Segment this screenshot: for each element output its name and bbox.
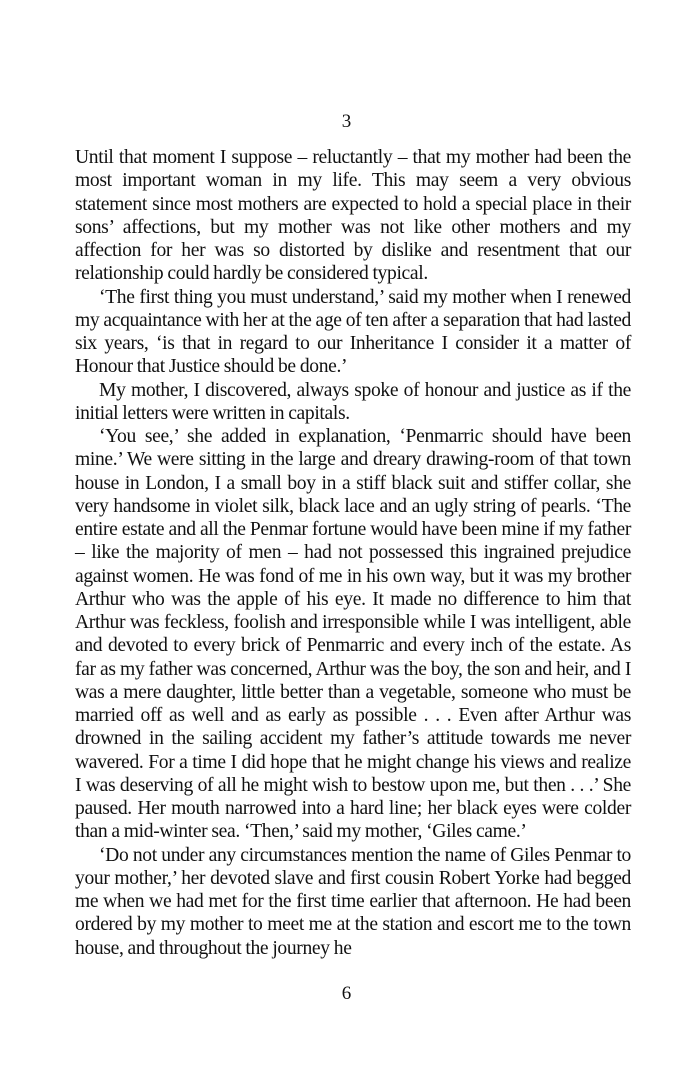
paragraph-2: ‘The first thing you must understand,’ said my mother when I renewed my acquaintance with her at the age of ten after a separation that had lasted six years, ‘is that in regard to our Inheritance I consider it a matter of Honour that Justice should be done.’ [75, 286, 631, 378]
paragraph-3: My mother, I discovered, always spoke of honour and justice as if the initial letters were written in capitals. [75, 379, 631, 424]
body-text [75, 146, 631, 960]
chapter-number: 3 [341, 111, 352, 132]
paragraph-1: Until that moment I suppose – reluctantly – that my mother had been the most important woman in my life. This may seem a very obvious statement since most mothers are expected to hold a special place in their sons’ affections, but my mother was not like other mothers and my affection for her was so distorted by dislike and resentment that our relationship could hardly be considered typical. [75, 147, 631, 285]
page-number: 6 [341, 983, 352, 1004]
paragraph-4: ‘You see,’ she added in explanation, ‘Penmarric should have been mine.’ We were sitting in the large and dreary drawing-room of that town house in London, I a small boy in a stiff black suit and stiffer collar, she very handsome in violet silk, black lace and an ugly string of pearls. ‘The entire estate and all the Penmar fortune would have been mine if my father – like the majority of men – had not possessed this ingrained prejudice against women. He was fond of me in his own way, but it was my brother Arthur who was the apple of his eye. It made no difference to him that Arthur was feckless, foolish and irresponsible while I was intelligent, able and devoted to every brick of Penmarric and every inch of the estate. As far as my father was concerned, Arthur was the boy, the son and heir, and I was a mere daughter, little better than a vegetable, someone who must be married off as well and as early as possible . . . Even after Arthur was drowned in the sailing accident my father’s attitude towards me never wavered. For a time I did hope that he might change his views and realize I was deserving of all he might wish to bestow upon me, but then . . .’ She paused. Her mouth narrowed into a hard line; her black eyes were colder than a mid-winter sea. ‘Then,’ said my mother, ‘Giles came.’ [75, 426, 631, 843]
paragraph-5: ‘Do not under any circumstances mention the name of Giles Penmar to your mother,’ her devoted slave and first cousin Robert Yorke had begged me when we had met for the first time earlier that afternoon. He had been ordered by my mother to meet me at the station and escort me to the town house, and throughout the journey he [75, 844, 631, 959]
